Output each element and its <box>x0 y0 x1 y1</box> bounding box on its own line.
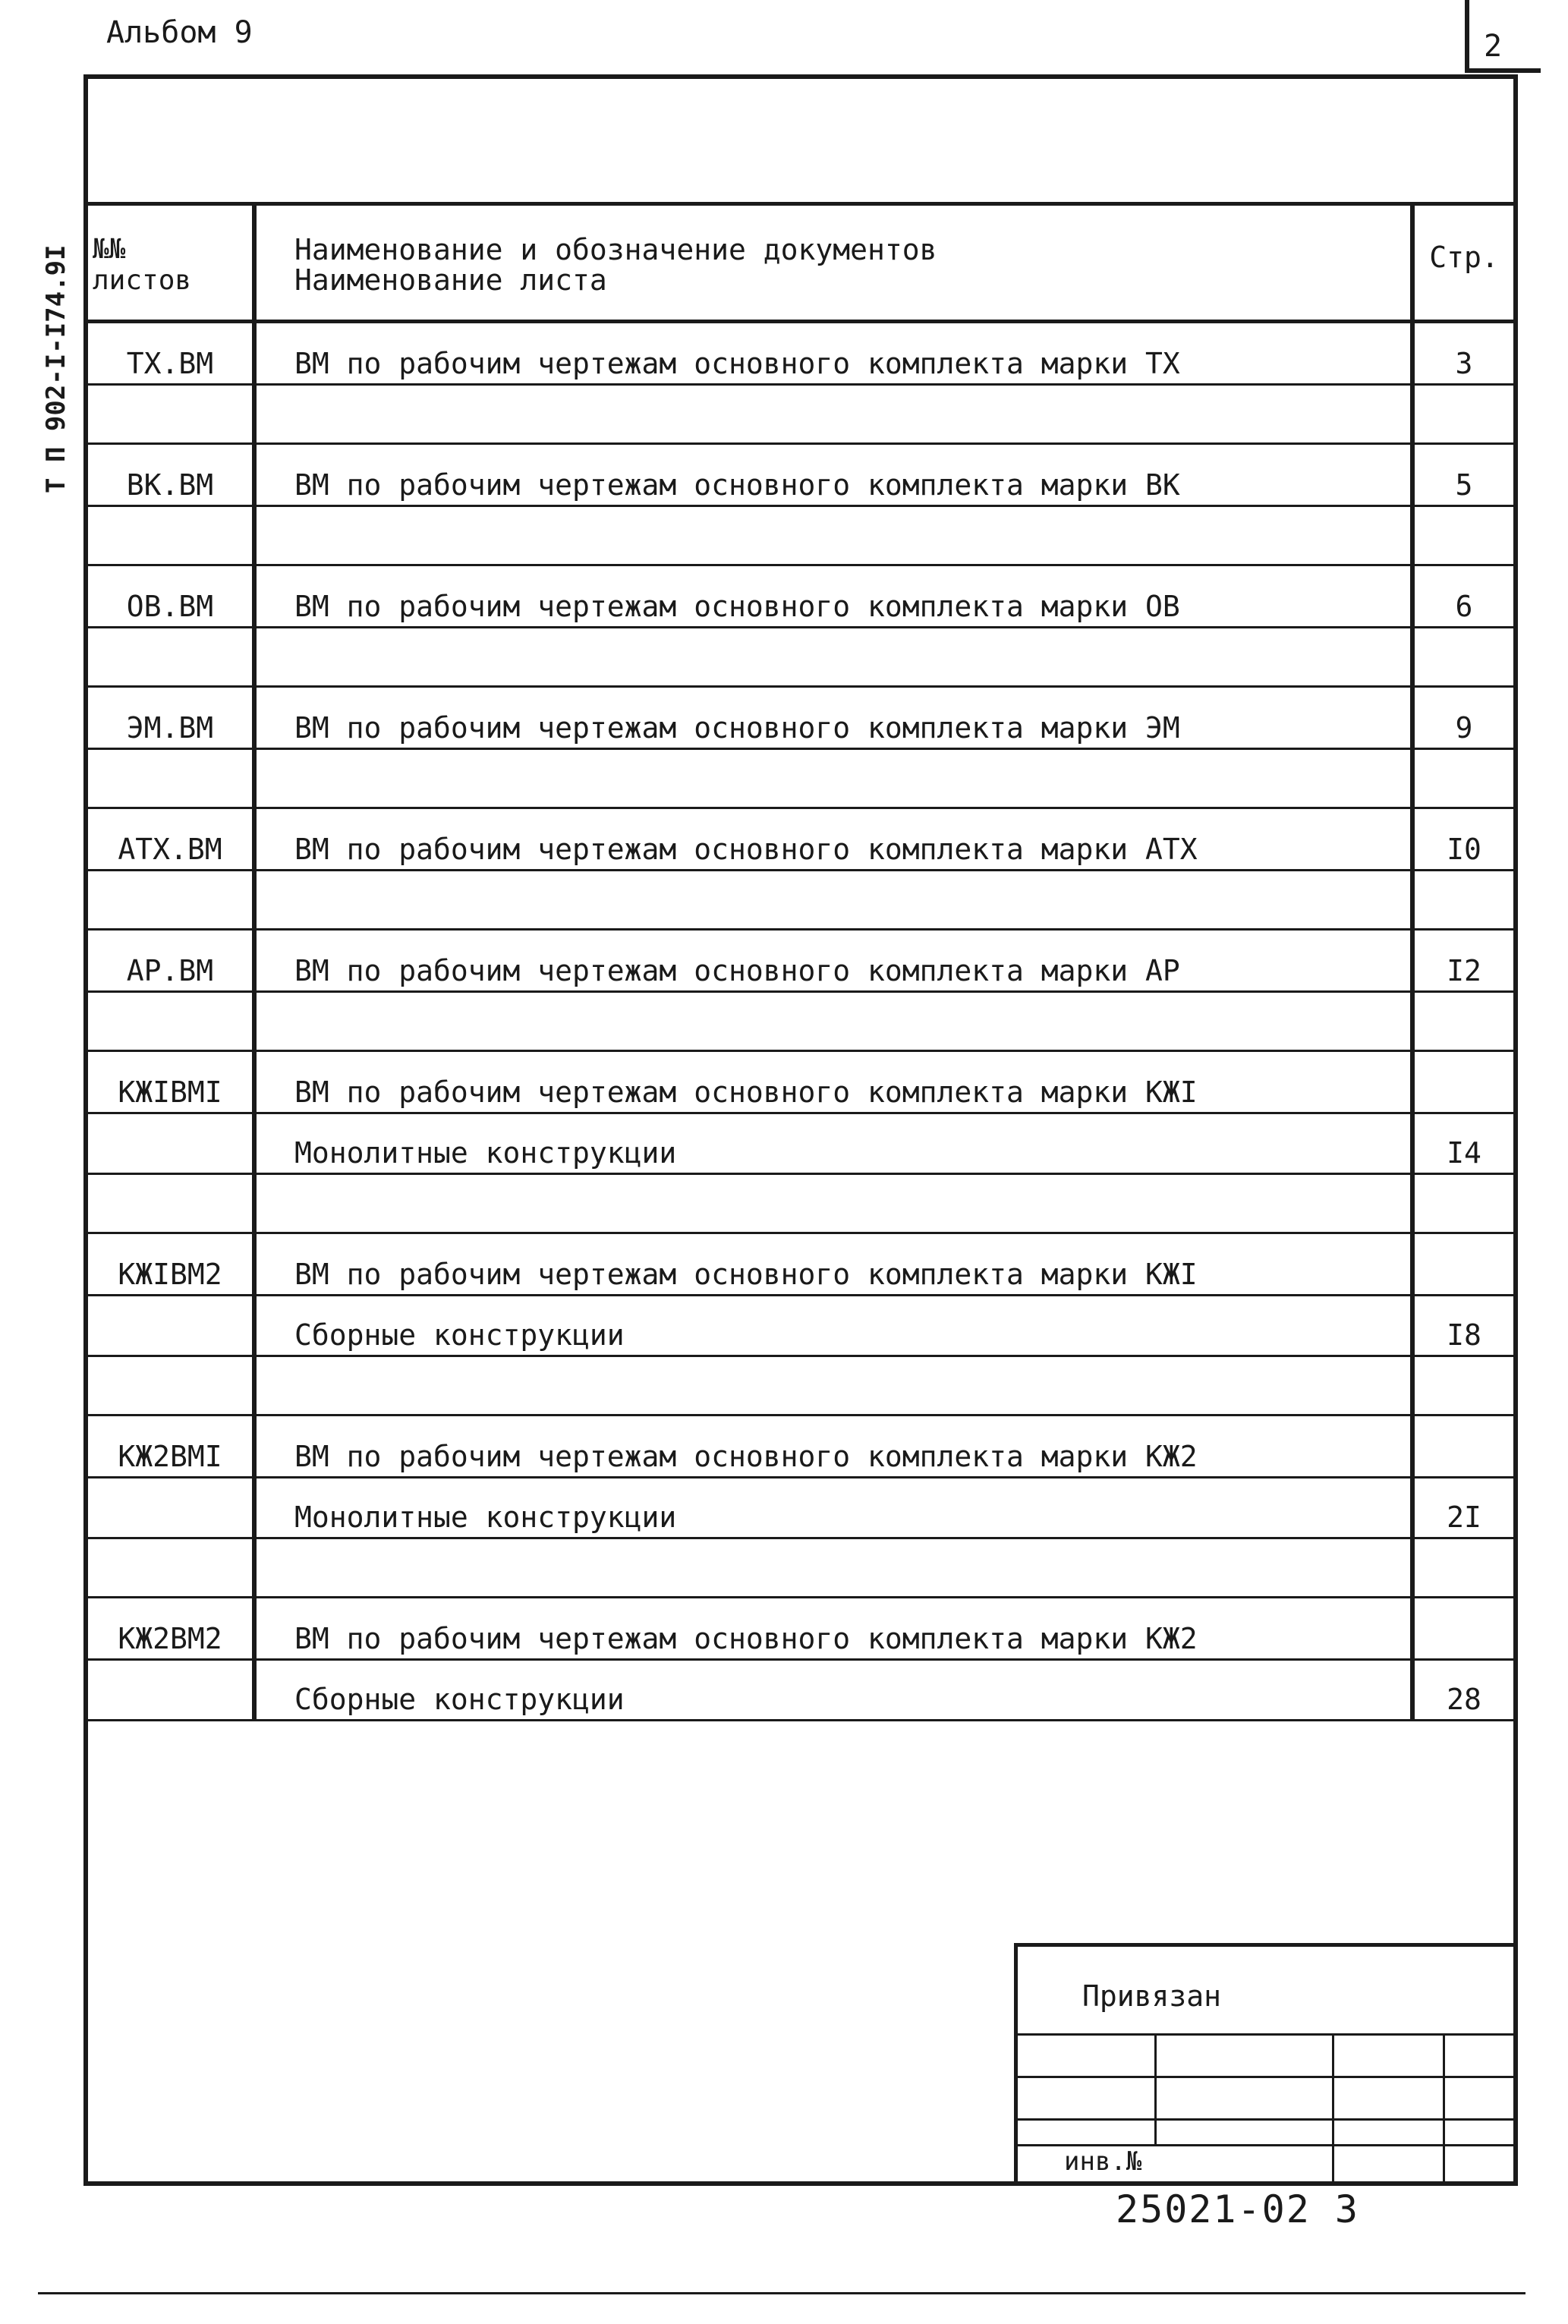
document-title: ВМ по рабочим чертежам основного комплекта марки АТХ <box>257 809 1415 869</box>
page-number-cell: 28 <box>1447 1683 1481 1716</box>
spacer-cell <box>257 750 1415 807</box>
table-row-subtitle <box>88 1114 1513 1175</box>
table-body <box>88 323 1513 1721</box>
sheet-subtitle: Сборные конструкции <box>257 1296 1415 1355</box>
sheet-subtitle: Монолитные конструкции <box>257 1478 1415 1537</box>
page-number-cell: I2 <box>1447 954 1481 987</box>
sheet-code: КЖ2ВМ2 <box>88 1598 257 1658</box>
sheet-code: ВК.ВМ <box>88 445 257 505</box>
document-title: ВМ по рабочим чертежам основного комплекта марки КЖI <box>257 1052 1415 1112</box>
spacer-cell <box>1415 993 1513 1050</box>
table-header <box>88 202 1513 323</box>
page-number-box <box>1465 0 1541 73</box>
spacer-cell <box>1415 507 1513 564</box>
table-row <box>88 323 1513 386</box>
sheet-code: КЖ2ВМI <box>88 1416 257 1476</box>
table-row-spacer <box>88 1357 1513 1416</box>
document-title: ВМ по рабочим чертежам основного комплекта марки ВК <box>257 445 1415 505</box>
spacer-cell <box>88 507 257 564</box>
sheet-subtitle: Монолитные конструкции <box>257 1114 1415 1173</box>
spacer-cell <box>1415 1175 1513 1232</box>
inventory-number: 25021-02 3 <box>1116 2187 1360 2231</box>
page-number-cell <box>1415 1416 1513 1476</box>
table-row-spacer <box>88 871 1513 931</box>
page-number-cell <box>1415 1598 1513 1658</box>
sheet-code: АР.ВМ <box>88 931 257 990</box>
spacer-cell <box>1415 1357 1513 1414</box>
table-row <box>88 1234 1513 1296</box>
inventory-label: инв.№ <box>1064 2146 1142 2177</box>
spacer-cell <box>257 1539 1415 1596</box>
sheet-code: КЖIВМI <box>88 1052 257 1112</box>
sheet-subtitle: Сборные конструкции <box>257 1661 1415 1719</box>
sheet-code: ЭМ.ВМ <box>88 688 257 748</box>
sheet-code-empty <box>88 1296 257 1355</box>
page-number-cell: I4 <box>1447 1136 1481 1170</box>
document-title: ВМ по рабочим чертежам основного комплекта марки ЭМ <box>257 688 1415 748</box>
album-title: Альбом 9 <box>106 15 253 50</box>
table-row <box>88 688 1513 750</box>
table-row <box>88 1598 1513 1661</box>
table-row-spacer <box>88 1175 1513 1234</box>
page-number-cell: 6 <box>1455 590 1473 623</box>
spacer-cell <box>88 386 257 442</box>
spacer-cell <box>88 1539 257 1596</box>
spacer-cell <box>257 628 1415 685</box>
page-number-cell: 2I <box>1447 1501 1481 1534</box>
spacer-cell <box>88 871 257 928</box>
header-name-line2: Наименование листа <box>294 263 607 297</box>
spacer-cell <box>257 1175 1415 1232</box>
sheet-code: ОВ.ВМ <box>88 566 257 626</box>
side-document-code: Т П 902-I-I74.9I <box>41 244 71 493</box>
header-num-label: листов <box>93 265 192 296</box>
spacer-cell <box>88 1357 257 1414</box>
document-title: ВМ по рабочим чертежам основного комплекта марки ТХ <box>257 323 1415 383</box>
spacer-cell <box>88 750 257 807</box>
document-title: ВМ по рабочим чертежам основного комплекта марки КЖI <box>257 1234 1415 1294</box>
sheet-code-empty <box>88 1114 257 1173</box>
spacer-cell <box>257 1357 1415 1414</box>
page-number: 2 <box>1484 29 1503 64</box>
table-row-subtitle <box>88 1661 1513 1721</box>
table-row <box>88 566 1513 628</box>
sheet-code: КЖIВМ2 <box>88 1234 257 1294</box>
table-row-subtitle <box>88 1478 1513 1539</box>
spacer-cell <box>1415 628 1513 685</box>
sheet-code-empty <box>88 1478 257 1537</box>
stamp-label: Привязан <box>1082 1979 1222 2013</box>
page-number-cell <box>1415 1052 1513 1112</box>
spacer-cell <box>1415 871 1513 928</box>
spacer-cell <box>257 507 1415 564</box>
sheet-code: АТХ.ВМ <box>88 809 257 869</box>
header-num-symbol: №№ <box>93 234 126 265</box>
table-row-spacer <box>88 1539 1513 1598</box>
table-row-spacer <box>88 628 1513 688</box>
spacer-cell <box>88 993 257 1050</box>
header-name-line1: Наименование и обозначение документов <box>294 233 937 266</box>
header-page: Стр. <box>1429 241 1499 274</box>
table-row-spacer <box>88 386 1513 445</box>
table-row-spacer <box>88 750 1513 809</box>
spacer-cell <box>1415 1539 1513 1596</box>
spacer-cell <box>1415 750 1513 807</box>
bottom-rule <box>38 2292 1525 2294</box>
table-row-spacer <box>88 993 1513 1052</box>
table-row <box>88 1416 1513 1478</box>
spacer-cell <box>257 993 1415 1050</box>
page-number-cell: 9 <box>1455 711 1473 745</box>
sheet-code: ТХ.ВМ <box>88 323 257 383</box>
page-number-cell: I0 <box>1447 833 1481 866</box>
spacer-cell <box>88 628 257 685</box>
document-title: ВМ по рабочим чертежам основного комплекта марки ОВ <box>257 566 1415 626</box>
spacer-cell <box>257 871 1415 928</box>
page-number-cell: 3 <box>1455 347 1473 380</box>
header-document-name <box>257 206 1415 320</box>
table-row-spacer <box>88 507 1513 566</box>
table-row <box>88 445 1513 507</box>
sheet-code-empty <box>88 1661 257 1719</box>
spacer-cell <box>88 1175 257 1232</box>
page-number-cell <box>1415 1234 1513 1294</box>
spacer-cell <box>257 386 1415 442</box>
table-row <box>88 809 1513 871</box>
spacer-cell <box>1415 386 1513 442</box>
table-row <box>88 1052 1513 1114</box>
document-title: ВМ по рабочим чертежам основного комплекта марки КЖ2 <box>257 1416 1415 1476</box>
page-number-cell: 5 <box>1455 468 1473 502</box>
header-sheet-number <box>88 206 257 320</box>
document-title: ВМ по рабочим чертежам основного комплекта марки КЖ2 <box>257 1598 1415 1658</box>
table-row <box>88 931 1513 993</box>
document-title: ВМ по рабочим чертежам основного комплекта марки АР <box>257 931 1415 990</box>
page-number-cell: I8 <box>1447 1318 1481 1352</box>
table-row-subtitle <box>88 1296 1513 1357</box>
contents-table <box>88 202 1513 1721</box>
